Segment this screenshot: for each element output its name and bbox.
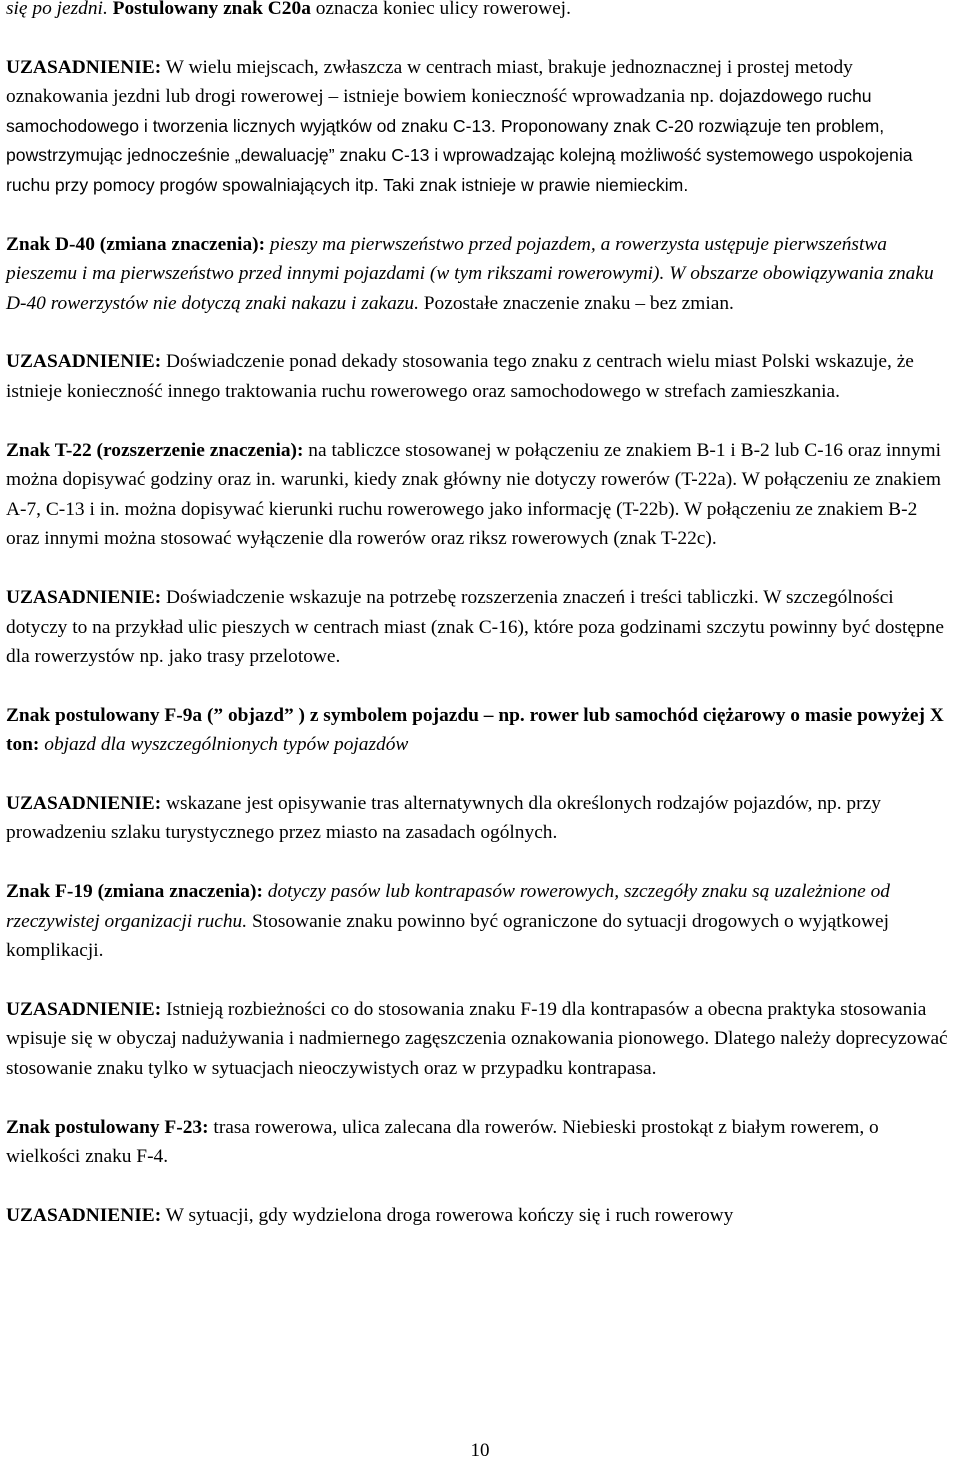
paragraph-gap	[6, 848, 954, 877]
text-run: Doświadczenie wskazuje na potrzebę rozszerzenia znaczeń i treści tabliczki. W szczególności dotyczy to na przykład ulic pieszych w centrach miast (znak C-16), które poza godzinami szczytu powinny być dostępne dla rowerzystów np. jako trasy przelotowe.	[6, 586, 944, 668]
bold-text-run: UZASADNIENIE:	[6, 351, 162, 373]
italic-text-run: dotyczy pasów lub kontrapasów rowerowych, szczegóły znaku są uzależnione od rzeczywistej organizacji ruchu.	[6, 881, 890, 932]
text-run: W sytuacji, gdy wydzielona droga rowerowa kończy się i ruch rowerowy	[161, 1204, 734, 1226]
paragraph	[6, 995, 954, 1084]
paragraph-gap	[6, 1172, 954, 1201]
document-content	[6, 0, 954, 1230]
paragraph-gap	[6, 318, 954, 347]
bold-text-run: Znak F-19 (zmiana znaczenia):	[6, 881, 263, 903]
page-number: 10	[470, 1440, 490, 1461]
paragraph	[6, 1113, 954, 1172]
bold-text-run: UZASADNIENIE:	[6, 586, 162, 608]
document-body	[6, 0, 954, 1230]
bold-text-run: UZASADNIENIE:	[6, 792, 162, 814]
paragraph	[6, 1201, 954, 1231]
italic-text-run: objazd dla wyszczególnionych typów pojazdów	[39, 734, 409, 756]
bold-text-run: Znak postulowany F-23:	[6, 1116, 209, 1138]
paragraph	[6, 347, 954, 406]
bold-text-run: UZASADNIENIE:	[6, 56, 162, 78]
text-run: trasa rowerowa, ulica zalecana dla rowerów. Niebieski prostokąt z białym rowerem, o wielkości znaku F-4.	[6, 1116, 879, 1168]
paragraph-gap	[6, 966, 954, 995]
text-run: Stosowanie znaku powinno być ograniczone do sytuacji drogowych o wyjątkowej komplikacji.	[6, 910, 890, 962]
paragraph	[6, 0, 954, 24]
paragraph	[6, 789, 954, 848]
paragraph-gap	[6, 554, 954, 583]
bold-text-run: Znak postulowany F-9a (” objazd” ) z symbolem pojazdu – np. rower lub samochód ciężarowy o masie powyżej X ton:	[6, 704, 944, 756]
paragraph-gap	[6, 672, 954, 701]
text-run: wskazane jest opisywanie tras alternatywnych dla określonych rodzajów pojazdów, np. przy prowadzeniu szlaku turystycznego przez miasto na zasadach ogólnych.	[6, 792, 881, 844]
paragraph-gap	[6, 407, 954, 436]
italic-text-run: się po jezdni.	[6, 0, 113, 19]
text-run: W wielu miejscach, zwłaszcza w centrach miast, brakuje jednoznacznej i prostej metody oznakowania jezdni lub drogi rowerowej – istnieje bowiem konieczność wprowadzania np.	[6, 56, 853, 108]
paragraph	[6, 53, 954, 201]
bold-text-run: Postulowany znak C20a	[112, 0, 311, 19]
paragraph	[6, 701, 954, 760]
bold-text-run: UZASADNIENIE:	[6, 998, 162, 1020]
paragraph	[6, 877, 954, 966]
bold-text-run: UZASADNIENIE:	[6, 1204, 162, 1226]
text-run: Doświadczenie ponad dekady stosowania tego znaku z centrach wielu miast Polski wskazuje, że istnieje konieczność innego traktowania ruchu rowerowego oraz samochodowego w strefach zamieszkania.	[6, 351, 914, 402]
paragraph	[6, 230, 954, 319]
text-run: dojazdowego ruchu samochodowego i tworzenia licznych wyjątków od znaku C-13. Proponowany znak C-20 rozwiązuje ten problem, powstrzymując jednocześnie „dewaluację” znaku C-13 i wprowadzając kolejną możliwość systemowego uspokojenia ruchu przy pomocy progów spowalniających itp. Taki znak istnieje w prawie niemieckim.	[6, 86, 913, 195]
text-run: Istnieją rozbieżności co do stosowania znaku F-19 dla kontrapasów a obecna praktyka stosowania wpisuje się w obyczaj nadużywania i nadmiernego zagęszczenia oznakowania pionowego. Dlatego należy doprecyzować stosowanie znaku tylko w sytuacjach nieoczywistych oraz w przypadku kontrapasa.	[6, 998, 948, 1080]
text-run: na tabliczce stosowanej w połączeniu ze znakiem B-1 i B-2 lub C-16 oraz innymi można dopisywać godziny oraz in. warunki, kiedy znak główny nie dotyczy rowerów (T-22a). W połączeniu ze znakiem A-7, C-13 i in. można dopisywać kierunki ruchu rowerowego jako informację (T-22b). W połączeniu ze znakiem B-2 oraz innymi można stosować wyłączenie dla rowerów oraz riksz rowerowych (znak T-22c).	[6, 439, 941, 550]
paragraph-gap	[6, 24, 954, 53]
paragraph	[6, 583, 954, 672]
text-run: Pozostałe znaczenie znaku – bez zmian.	[418, 292, 734, 314]
paragraph	[6, 436, 954, 554]
paragraph-gap	[6, 1084, 954, 1113]
italic-text-run: pieszy ma pierwszeństwo przed pojazdem, a rowerzysta ustępuje pierwszeństwa pieszemu i ma pierwszeństwo przed innymi pojazdami (w tym rikszami rowerowymi). W obszarze obowiązywania znaku D-40 rowerzystów nie dotyczą znaki nakazu i zakazu.	[6, 233, 934, 314]
bold-text-run: Znak D-40 (zmiana znaczenia):	[6, 233, 266, 255]
bold-text-run: Znak T-22 (rozszerzenie znaczenia):	[6, 439, 304, 461]
paragraph-gap	[6, 201, 954, 230]
text-run: oznacza koniec ulicy rowerowej.	[310, 0, 571, 19]
paragraph-gap	[6, 760, 954, 789]
